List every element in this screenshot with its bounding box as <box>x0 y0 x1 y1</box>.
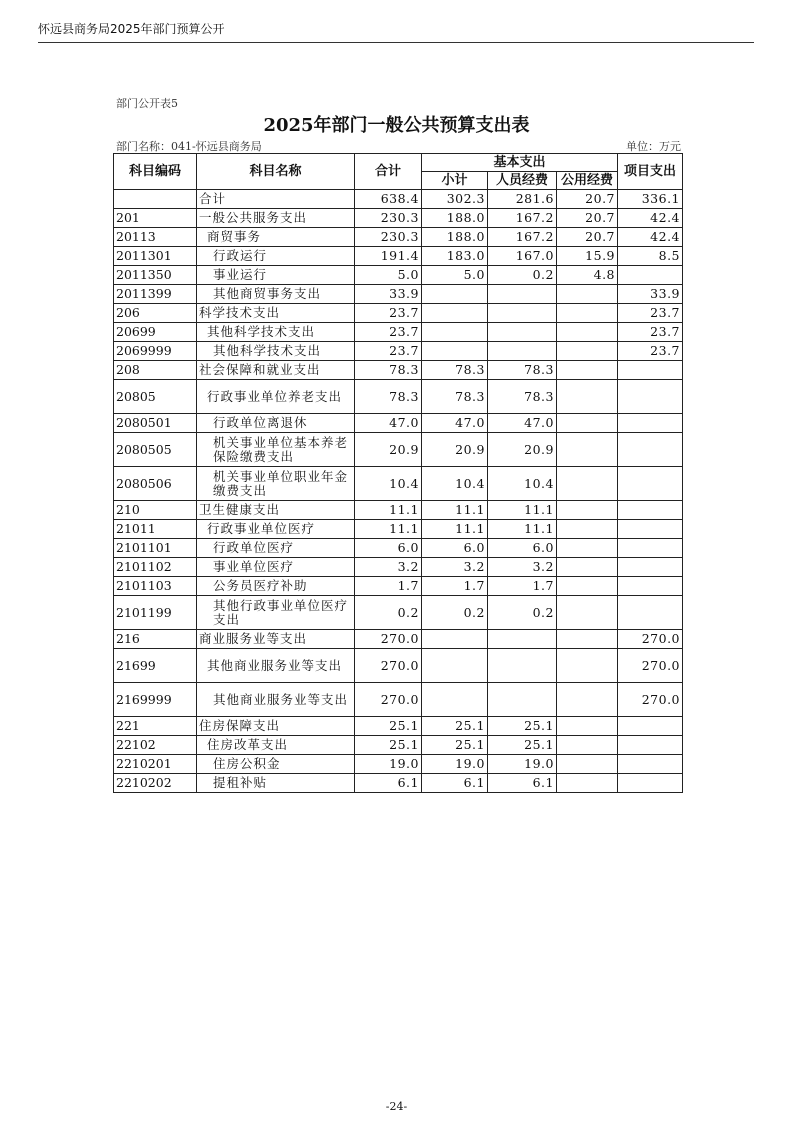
cell-public <box>557 717 618 736</box>
table-number: 部门公开表5 <box>116 97 178 110</box>
cell-project <box>618 558 683 577</box>
cell-code: 2101103 <box>114 577 197 596</box>
cell-subtotal: 78.3 <box>422 380 488 414</box>
cell-total: 23.7 <box>355 304 422 323</box>
cell-total: 47.0 <box>355 414 422 433</box>
cell-name: 行政单位离退休 <box>197 414 355 433</box>
cell-personnel: 3.2 <box>488 558 557 577</box>
table-row <box>114 683 683 717</box>
cell-total: 23.7 <box>355 323 422 342</box>
cell-project <box>618 414 683 433</box>
cell-personnel <box>488 342 557 361</box>
cell-code: 2069999 <box>114 342 197 361</box>
cell-code: 216 <box>114 630 197 649</box>
cell-name: 行政单位医疗 <box>197 539 355 558</box>
cell-name: 事业运行 <box>197 266 355 285</box>
cell-total: 270.0 <box>355 683 422 717</box>
cell-total: 10.4 <box>355 467 422 501</box>
cell-subtotal: 11.1 <box>422 501 488 520</box>
cell-public <box>557 774 618 793</box>
table-row <box>114 774 683 793</box>
cell-personnel: 1.7 <box>488 577 557 596</box>
cell-subtotal: 6.1 <box>422 774 488 793</box>
cell-public: 20.7 <box>557 209 618 228</box>
cell-code: 21699 <box>114 649 197 683</box>
cell-total: 78.3 <box>355 380 422 414</box>
cell-code: 2101102 <box>114 558 197 577</box>
cell-total: 20.9 <box>355 433 422 467</box>
cell-personnel <box>488 630 557 649</box>
cell-total: 3.2 <box>355 558 422 577</box>
cell-project: 8.5 <box>618 247 683 266</box>
cell-subtotal <box>422 683 488 717</box>
cell-subtotal: 188.0 <box>422 228 488 247</box>
cell-total: 270.0 <box>355 649 422 683</box>
cell-code: 2210202 <box>114 774 197 793</box>
cell-name: 其他商业服务业等支出 <box>197 649 355 683</box>
cell-total: 11.1 <box>355 501 422 520</box>
cell-subtotal: 183.0 <box>422 247 488 266</box>
cell-subtotal: 6.0 <box>422 539 488 558</box>
cell-code: 2169999 <box>114 683 197 717</box>
cell-personnel: 0.2 <box>488 596 557 630</box>
cell-personnel <box>488 649 557 683</box>
table-row <box>114 228 683 247</box>
cell-public <box>557 380 618 414</box>
cell-project: 270.0 <box>618 649 683 683</box>
cell-public <box>557 558 618 577</box>
cell-code: 2080501 <box>114 414 197 433</box>
cell-code: 2080506 <box>114 467 197 501</box>
cell-personnel: 167.2 <box>488 228 557 247</box>
cell-project: 270.0 <box>618 683 683 717</box>
cell-personnel: 10.4 <box>488 467 557 501</box>
cell-code: 210 <box>114 501 197 520</box>
cell-name: 卫生健康支出 <box>197 501 355 520</box>
cell-public <box>557 323 618 342</box>
cell-public <box>557 539 618 558</box>
cell-total: 230.3 <box>355 228 422 247</box>
cell-public: 20.7 <box>557 190 618 209</box>
cell-total: 33.9 <box>355 285 422 304</box>
cell-name: 商业服务业等支出 <box>197 630 355 649</box>
cell-public <box>557 361 618 380</box>
cell-code: 21011 <box>114 520 197 539</box>
cell-name: 提租补贴 <box>197 774 355 793</box>
cell-name: 住房改革支出 <box>197 736 355 755</box>
cell-subtotal: 47.0 <box>422 414 488 433</box>
cell-subtotal: 20.9 <box>422 433 488 467</box>
cell-public <box>557 736 618 755</box>
cell-name: 合计 <box>197 190 355 209</box>
cell-subtotal: 0.2 <box>422 596 488 630</box>
cell-code: 2101199 <box>114 596 197 630</box>
cell-project <box>618 717 683 736</box>
cell-project: 23.7 <box>618 342 683 361</box>
cell-name: 其他科学技术支出 <box>197 323 355 342</box>
cell-code <box>114 190 197 209</box>
cell-personnel: 78.3 <box>488 361 557 380</box>
table-row <box>114 755 683 774</box>
table-row <box>114 414 683 433</box>
cell-name: 住房公积金 <box>197 755 355 774</box>
cell-name: 公务员医疗补助 <box>197 577 355 596</box>
cell-subtotal: 3.2 <box>422 558 488 577</box>
cell-total: 270.0 <box>355 630 422 649</box>
cell-subtotal <box>422 323 488 342</box>
cell-total: 638.4 <box>355 190 422 209</box>
cell-project <box>618 501 683 520</box>
cell-personnel <box>488 304 557 323</box>
cell-project: 270.0 <box>618 630 683 649</box>
page-header: 怀远县商务局2025年部门预算公开 <box>38 20 754 43</box>
cell-personnel: 47.0 <box>488 414 557 433</box>
cell-code: 2101101 <box>114 539 197 558</box>
cell-personnel: 6.0 <box>488 539 557 558</box>
cell-personnel: 281.6 <box>488 190 557 209</box>
cell-public <box>557 467 618 501</box>
cell-subtotal: 5.0 <box>422 266 488 285</box>
cell-personnel: 20.9 <box>488 433 557 467</box>
cell-personnel <box>488 285 557 304</box>
table-body <box>114 190 683 793</box>
table-row <box>114 380 683 414</box>
table-row <box>114 361 683 380</box>
cell-public <box>557 433 618 467</box>
cell-public: 4.8 <box>557 266 618 285</box>
cell-public <box>557 596 618 630</box>
cell-code: 2210201 <box>114 755 197 774</box>
cell-project: 23.7 <box>618 304 683 323</box>
header-project: 项目支出 <box>618 154 683 190</box>
cell-total: 5.0 <box>355 266 422 285</box>
cell-total: 230.3 <box>355 209 422 228</box>
cell-public <box>557 577 618 596</box>
cell-subtotal <box>422 342 488 361</box>
cell-personnel: 25.1 <box>488 736 557 755</box>
cell-name: 机关事业单位职业年金缴费支出 <box>197 467 355 501</box>
cell-code: 22102 <box>114 736 197 755</box>
cell-public <box>557 304 618 323</box>
table-row <box>114 736 683 755</box>
cell-total: 25.1 <box>355 717 422 736</box>
cell-personnel: 167.2 <box>488 209 557 228</box>
cell-personnel <box>488 323 557 342</box>
cell-public <box>557 683 618 717</box>
cell-total: 191.4 <box>355 247 422 266</box>
table-row <box>114 285 683 304</box>
cell-code: 2011350 <box>114 266 197 285</box>
header-total: 合计 <box>355 154 422 190</box>
cell-code: 206 <box>114 304 197 323</box>
unit-label: 单位：万元 <box>626 140 681 153</box>
cell-project <box>618 755 683 774</box>
cell-total: 25.1 <box>355 736 422 755</box>
cell-personnel: 6.1 <box>488 774 557 793</box>
cell-name: 其他科学技术支出 <box>197 342 355 361</box>
cell-subtotal: 25.1 <box>422 717 488 736</box>
cell-public <box>557 755 618 774</box>
header-code: 科目编码 <box>114 154 197 190</box>
cell-public: 20.7 <box>557 228 618 247</box>
cell-subtotal <box>422 285 488 304</box>
cell-total: 6.1 <box>355 774 422 793</box>
cell-subtotal: 1.7 <box>422 577 488 596</box>
cell-subtotal: 25.1 <box>422 736 488 755</box>
cell-code: 2080505 <box>114 433 197 467</box>
cell-public <box>557 414 618 433</box>
cell-subtotal: 188.0 <box>422 209 488 228</box>
cell-project: 23.7 <box>618 323 683 342</box>
cell-total: 0.2 <box>355 596 422 630</box>
cell-subtotal: 78.3 <box>422 361 488 380</box>
cell-name: 行政运行 <box>197 247 355 266</box>
cell-personnel: 11.1 <box>488 501 557 520</box>
cell-public: 15.9 <box>557 247 618 266</box>
cell-project: 33.9 <box>618 285 683 304</box>
table-row <box>114 539 683 558</box>
cell-name: 事业单位医疗 <box>197 558 355 577</box>
cell-subtotal <box>422 630 488 649</box>
cell-subtotal <box>422 304 488 323</box>
cell-project: 42.4 <box>618 209 683 228</box>
cell-total: 19.0 <box>355 755 422 774</box>
cell-project <box>618 266 683 285</box>
table-row <box>114 558 683 577</box>
cell-name: 其他商贸事务支出 <box>197 285 355 304</box>
cell-personnel: 25.1 <box>488 717 557 736</box>
table-row <box>114 433 683 467</box>
table-row <box>114 717 683 736</box>
cell-name: 商贸事务 <box>197 228 355 247</box>
cell-project <box>618 736 683 755</box>
page-title: 2025年部门一般公共预算支出表 <box>263 115 530 136</box>
header-basic: 基本支出 <box>422 154 618 172</box>
department-name: 部门名称：041-怀远县商务局 <box>116 140 262 153</box>
cell-code: 2011399 <box>114 285 197 304</box>
cell-subtotal <box>422 649 488 683</box>
header-subtotal: 小计 <box>422 172 488 190</box>
table-row <box>114 596 683 630</box>
cell-public <box>557 285 618 304</box>
page-number: -24- <box>385 1100 408 1113</box>
cell-project: 42.4 <box>618 228 683 247</box>
cell-project: 336.1 <box>618 190 683 209</box>
cell-personnel: 19.0 <box>488 755 557 774</box>
cell-code: 201 <box>114 209 197 228</box>
cell-total: 23.7 <box>355 342 422 361</box>
cell-project <box>618 774 683 793</box>
cell-name: 其他行政事业单位医疗支出 <box>197 596 355 630</box>
cell-public <box>557 520 618 539</box>
cell-code: 20699 <box>114 323 197 342</box>
cell-project <box>618 433 683 467</box>
table-row <box>114 266 683 285</box>
cell-personnel: 167.0 <box>488 247 557 266</box>
cell-project <box>618 539 683 558</box>
cell-name: 行政事业单位养老支出 <box>197 380 355 414</box>
cell-code: 208 <box>114 361 197 380</box>
cell-public <box>557 342 618 361</box>
cell-personnel: 11.1 <box>488 520 557 539</box>
cell-personnel: 78.3 <box>488 380 557 414</box>
cell-name: 住房保障支出 <box>197 717 355 736</box>
table-row <box>114 467 683 501</box>
cell-project <box>618 361 683 380</box>
budget-table <box>113 153 683 793</box>
cell-personnel <box>488 683 557 717</box>
cell-public <box>557 649 618 683</box>
table-row <box>114 190 683 209</box>
table-row <box>114 209 683 228</box>
table-row <box>114 323 683 342</box>
table-row <box>114 649 683 683</box>
cell-code: 2011301 <box>114 247 197 266</box>
cell-project <box>618 596 683 630</box>
cell-total: 1.7 <box>355 577 422 596</box>
cell-subtotal: 302.3 <box>422 190 488 209</box>
cell-code: 20805 <box>114 380 197 414</box>
cell-total: 78.3 <box>355 361 422 380</box>
cell-name: 其他商业服务业等支出 <box>197 683 355 717</box>
cell-project <box>618 467 683 501</box>
cell-project <box>618 577 683 596</box>
cell-code: 221 <box>114 717 197 736</box>
cell-name: 行政事业单位医疗 <box>197 520 355 539</box>
cell-name: 社会保障和就业支出 <box>197 361 355 380</box>
cell-name: 一般公共服务支出 <box>197 209 355 228</box>
table-row <box>114 501 683 520</box>
cell-code: 20113 <box>114 228 197 247</box>
table-row <box>114 342 683 361</box>
cell-public <box>557 501 618 520</box>
cell-personnel: 0.2 <box>488 266 557 285</box>
cell-subtotal: 10.4 <box>422 467 488 501</box>
header-name: 科目名称 <box>197 154 355 190</box>
cell-public <box>557 630 618 649</box>
cell-name: 科学技术支出 <box>197 304 355 323</box>
header-personnel: 人员经费 <box>488 172 557 190</box>
cell-total: 11.1 <box>355 520 422 539</box>
cell-total: 6.0 <box>355 539 422 558</box>
cell-subtotal: 11.1 <box>422 520 488 539</box>
header-public: 公用经费 <box>557 172 618 190</box>
table-row <box>114 630 683 649</box>
table-row <box>114 304 683 323</box>
cell-name: 机关事业单位基本养老保险缴费支出 <box>197 433 355 467</box>
cell-project <box>618 520 683 539</box>
cell-subtotal: 19.0 <box>422 755 488 774</box>
cell-project <box>618 380 683 414</box>
table-row <box>114 577 683 596</box>
table-row <box>114 247 683 266</box>
table-row <box>114 520 683 539</box>
